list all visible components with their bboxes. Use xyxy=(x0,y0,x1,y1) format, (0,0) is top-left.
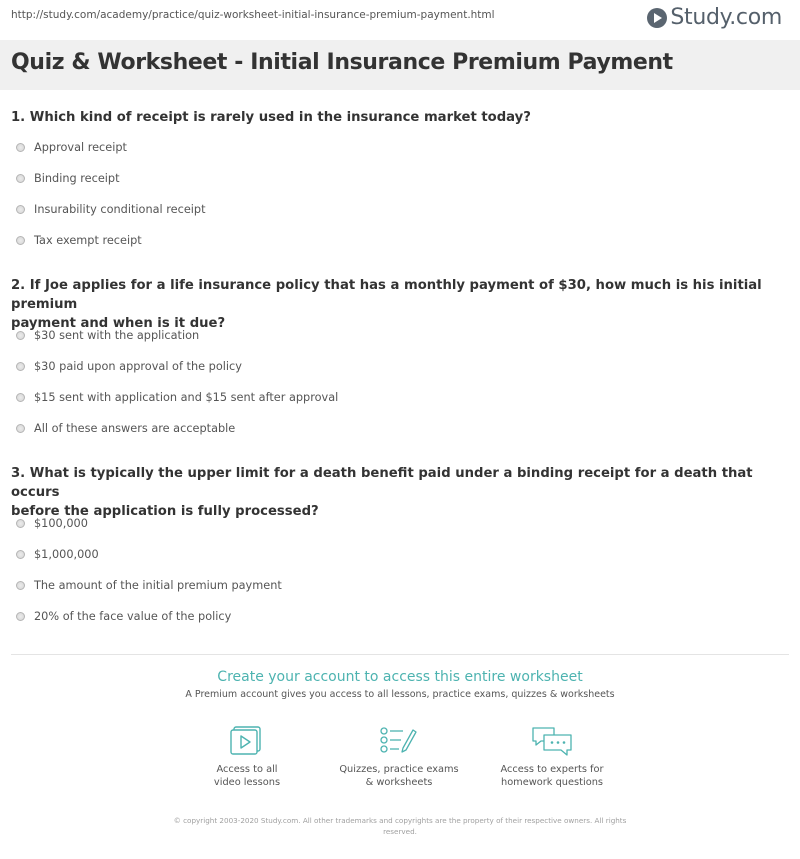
radio-button[interactable] xyxy=(16,393,25,402)
footer-line-2: reserved. xyxy=(383,827,417,836)
feature-line-1: Access to experts for xyxy=(500,764,604,775)
q3-option-4[interactable] xyxy=(16,610,231,623)
feature-video-lessons xyxy=(172,724,322,789)
copyright-footer xyxy=(0,815,800,837)
feature-line-2: homework questions xyxy=(500,777,604,788)
question-2-line-1: 2. If Joe applies for a life insurance policy that has a monthly payment of $30, how much is his initial premium xyxy=(11,278,762,312)
option-label: Insurability conditional receipt xyxy=(34,203,206,216)
q3-option-3[interactable] xyxy=(16,579,282,592)
title-bar xyxy=(0,40,800,90)
radio-button[interactable] xyxy=(16,236,25,245)
radio-button[interactable] xyxy=(16,581,25,590)
question-3-line-1: 3. What is typically the upper limit for a death benefit paid under a binding receipt for a death that occurs xyxy=(11,466,753,500)
q1-option-1[interactable] xyxy=(16,141,127,154)
feature-line-1: Quizzes, practice exams xyxy=(339,764,459,775)
radio-button[interactable] xyxy=(16,143,25,152)
option-label: Approval receipt xyxy=(34,141,127,154)
feature-line-1: Access to all xyxy=(216,764,278,775)
radio-button[interactable] xyxy=(16,550,25,559)
question-3-line-2: before the application is fully processed? xyxy=(11,504,319,519)
option-label: 20% of the face value of the policy xyxy=(34,610,232,623)
cta-subtitle: A Premium account gives you access to all lessons, practice exams, quizzes & worksheets xyxy=(185,689,615,700)
feature-experts xyxy=(477,724,627,789)
option-label: $30 sent with the application xyxy=(34,329,200,342)
q2-option-2[interactable] xyxy=(16,360,242,373)
q1-option-2[interactable] xyxy=(16,172,120,185)
section-divider xyxy=(11,654,789,655)
q3-option-1[interactable] xyxy=(16,517,88,530)
video-icon xyxy=(229,724,265,758)
radio-button[interactable] xyxy=(16,362,25,371)
radio-button[interactable] xyxy=(16,205,25,214)
logo-text: Study.com xyxy=(670,5,782,30)
page-title: Quiz & Worksheet - Initial Insurance Premium Payment xyxy=(11,50,673,75)
option-label: $30 paid upon approval of the policy xyxy=(34,360,242,373)
play-logo-icon xyxy=(647,8,667,28)
question-2-line-2: payment and when is it due? xyxy=(11,316,226,331)
option-label: $100,000 xyxy=(34,517,88,530)
radio-button[interactable] xyxy=(16,174,25,183)
question-1: 1. Which kind of receipt is rarely used in the insurance market today? xyxy=(11,110,531,125)
feature-quizzes xyxy=(324,724,474,789)
study-logo[interactable] xyxy=(647,5,782,30)
top-bar xyxy=(0,0,800,40)
q3-option-2[interactable] xyxy=(16,548,99,561)
footer-line-1: © copyright 2003-2020 Study.com. All other trademarks and copyrights are the property of their respective owners. All rights xyxy=(173,816,627,825)
radio-button[interactable] xyxy=(16,519,25,528)
option-label: $15 sent with application and $15 sent after approval xyxy=(34,391,339,404)
radio-button[interactable] xyxy=(16,612,25,621)
q2-option-4[interactable] xyxy=(16,422,235,435)
q1-option-4[interactable] xyxy=(16,234,142,247)
option-label: Tax exempt receipt xyxy=(34,234,142,247)
create-account-link[interactable]: Create your account to access this entire worksheet xyxy=(217,669,583,685)
chat-icon xyxy=(530,724,574,758)
option-label: $1,000,000 xyxy=(34,548,99,561)
q2-option-1[interactable] xyxy=(16,329,199,342)
feature-line-2: video lessons xyxy=(213,777,281,788)
radio-button[interactable] xyxy=(16,424,25,433)
option-label: Binding receipt xyxy=(34,172,120,185)
option-label: The amount of the initial premium payment xyxy=(34,579,282,592)
page-url[interactable]: http://study.com/academy/practice/quiz-worksheet-initial-insurance-premium-payment.html xyxy=(11,9,495,21)
quiz-icon xyxy=(379,724,419,758)
option-label: All of these answers are acceptable xyxy=(34,422,236,435)
q2-option-3[interactable] xyxy=(16,391,338,404)
feature-line-2: & worksheets xyxy=(365,777,433,788)
question-3 xyxy=(11,464,786,521)
question-2 xyxy=(11,276,786,333)
q1-option-3[interactable] xyxy=(16,203,206,216)
radio-button[interactable] xyxy=(16,331,25,340)
